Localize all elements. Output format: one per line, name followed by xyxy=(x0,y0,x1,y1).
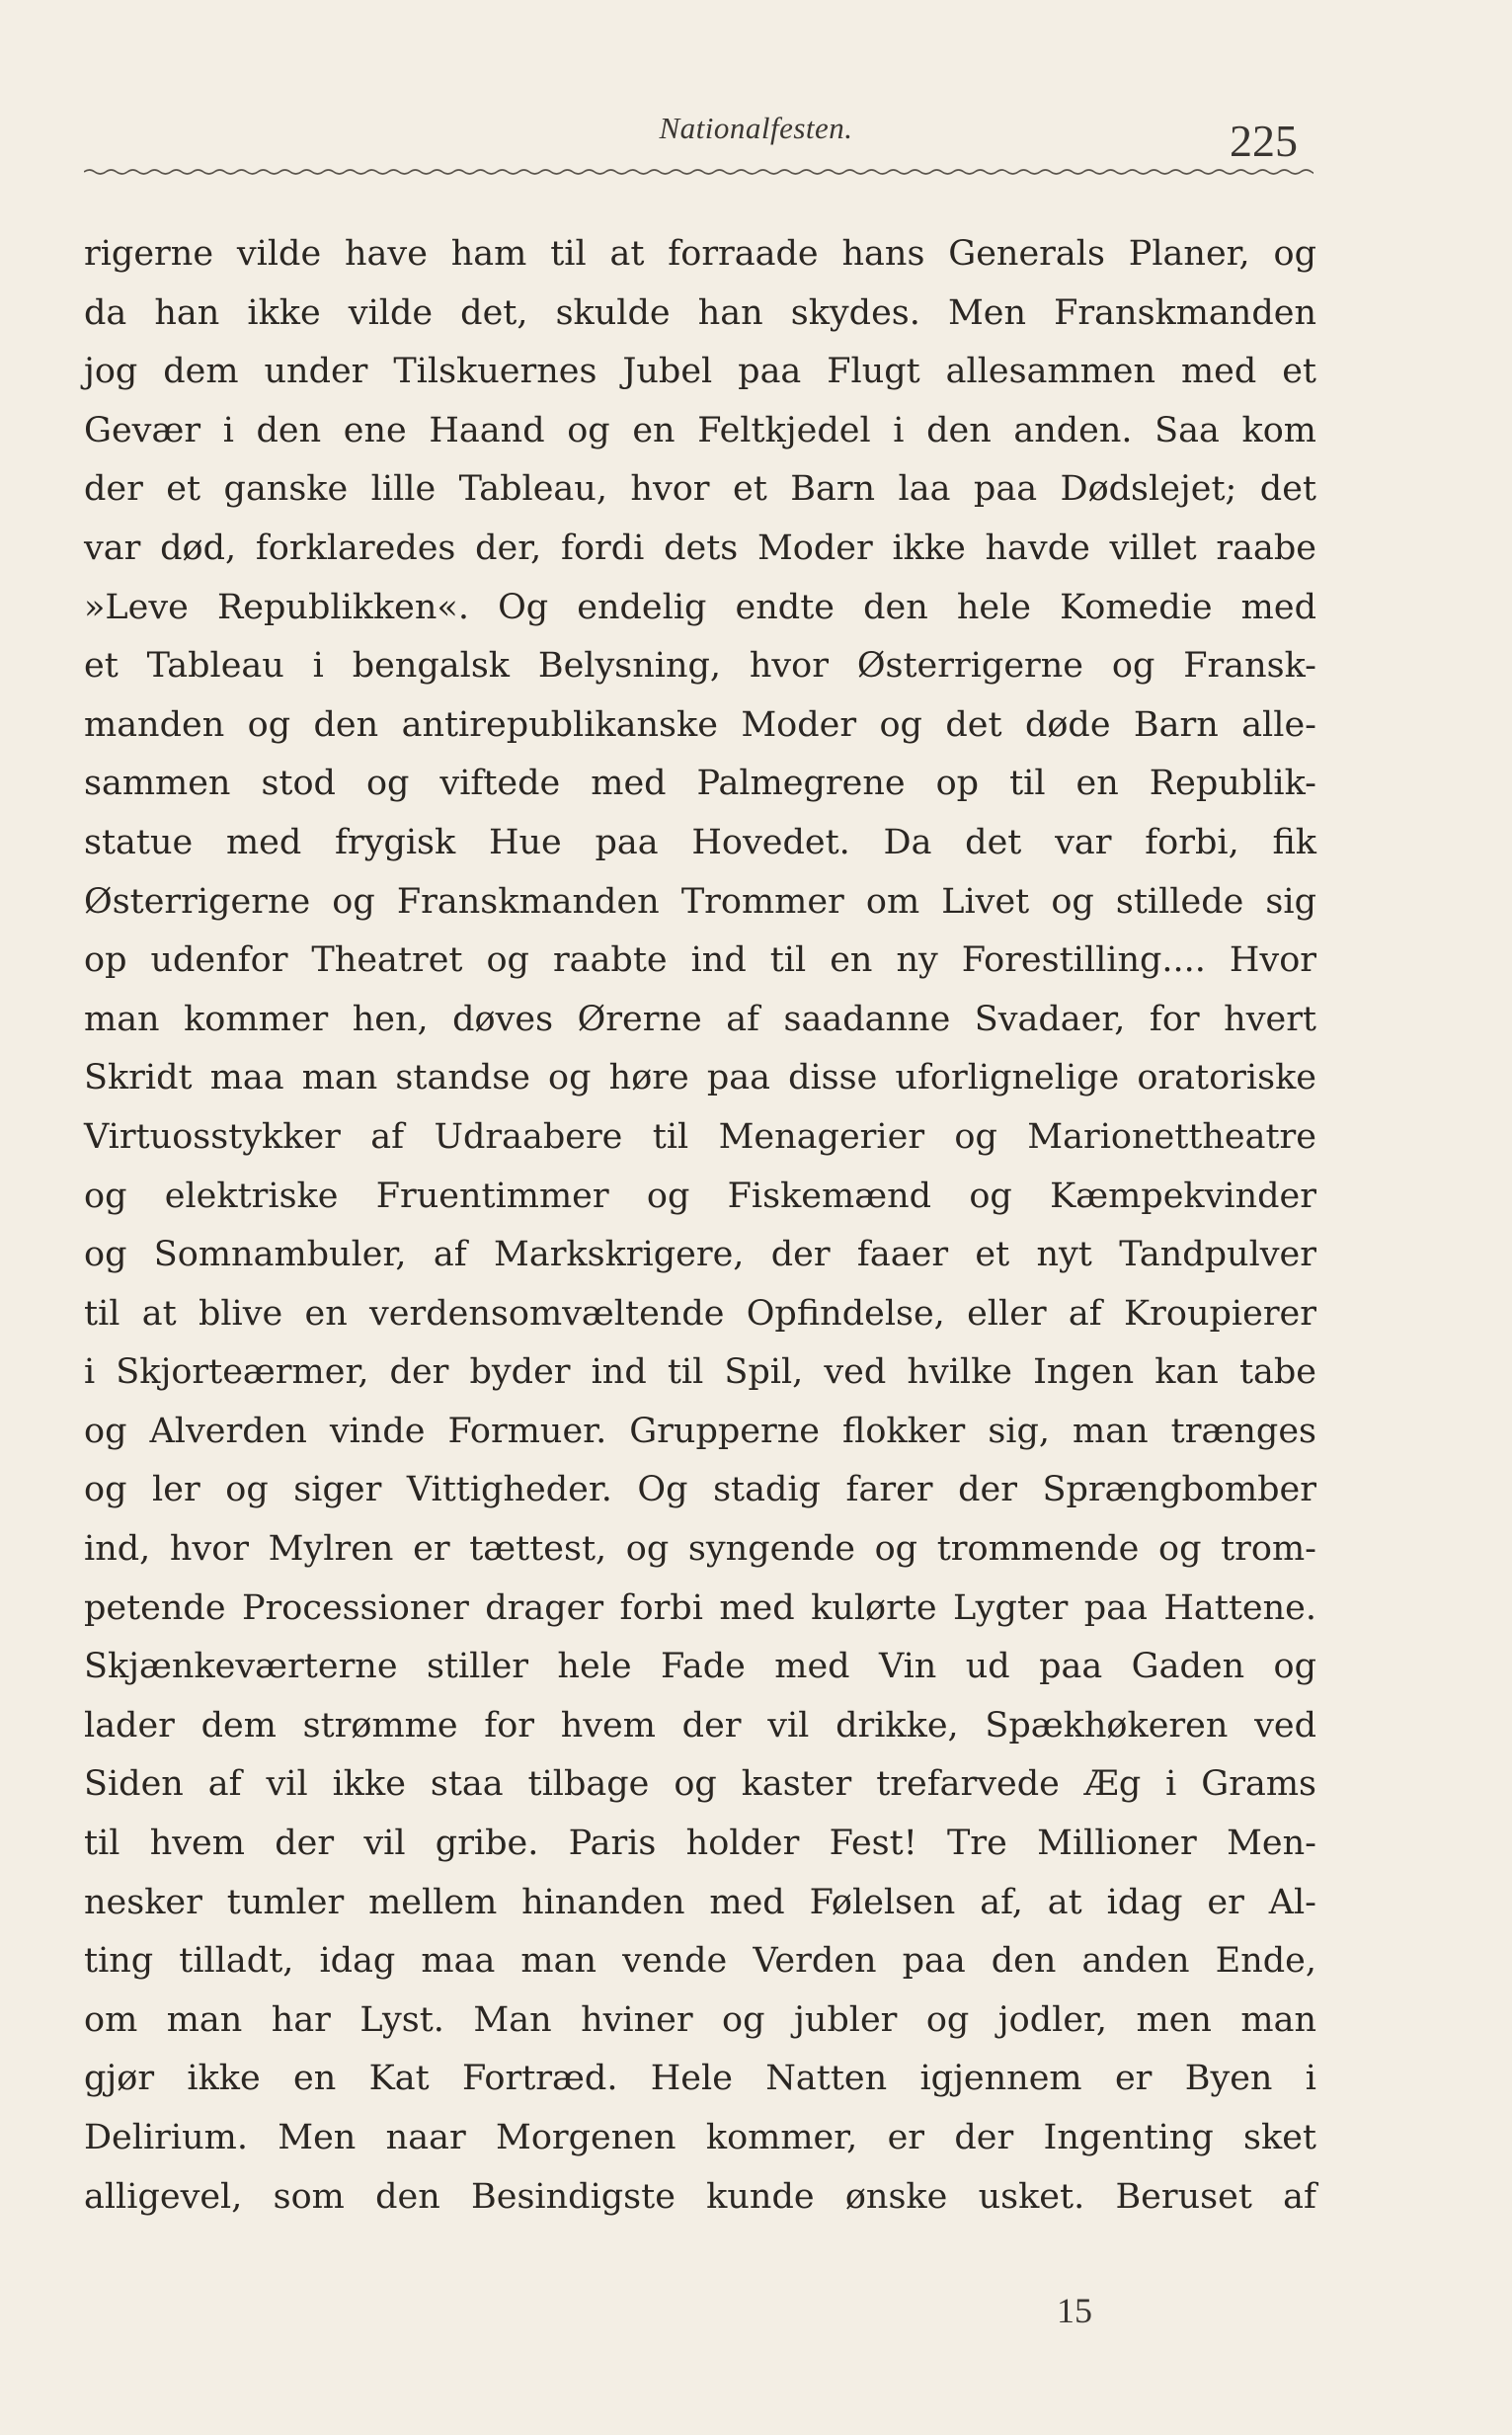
text-line: og ler og siger Vittigheder. Og stadig farer der Sprængbomber xyxy=(84,1470,1316,1510)
text-line: sammen stod og viftede med Palmegrene op til en Republik- xyxy=(84,764,1316,804)
text-line: Siden af vil ikke staa tilbage og kaster trefarvede Æg i Grams xyxy=(84,1764,1316,1805)
text-line: Østerrigerne og Franskmanden Trommer om Livet og stillede sig xyxy=(84,881,1316,922)
text-line: Skjænkeværterne stiller hele Fade med Vin ud paa Gaden og xyxy=(84,1647,1316,1687)
text-line: Delirium. Men naar Morgenen kommer, er der Ingenting sket xyxy=(84,2118,1316,2157)
wavy-rule-ornament xyxy=(84,164,1313,180)
text-line: ind, hvor Mylren er tættest, og syngende og trommende og trom- xyxy=(84,1529,1316,1570)
text-line: om man har Lyst. Man hviner og jubler og jodler, men man xyxy=(84,1999,1316,2040)
text-line: nesker tumler mellem hinanden med Følelsen af, at idag er Al- xyxy=(84,1882,1316,1922)
text-line: et Tableau i bengalsk Belysning, hvor Østerrigerne og Fransk- xyxy=(84,646,1316,687)
body-text xyxy=(84,225,1316,2227)
text-line: Skridt maa man standse og høre paa disse uforlignelige oratoriske xyxy=(84,1058,1316,1098)
text-line: statue med frygisk Hue paa Hovedet. Da det var forbi, fik xyxy=(84,822,1316,862)
text-line: Gevær i den ene Haand og en Feltkjedel i den anden. Saa kom xyxy=(84,410,1316,450)
text-line: alligevel, som den Besindigste kunde ønske usket. Beruset af xyxy=(84,2176,1316,2217)
page-number: 225 xyxy=(1230,116,1298,166)
text-line: man kommer hen, døves Ørerne af saadanne Svadaer, for hvert xyxy=(84,999,1316,1039)
text-line: rigerne vilde have ham til at forraade hans Generals Planer, og xyxy=(84,234,1316,274)
text-line: manden og den antirepublikanske Moder og det døde Barn alle- xyxy=(84,704,1316,745)
text-line: til at blive en verdensomvæltende Opfindelse, eller af Kroupierer xyxy=(84,1293,1316,1334)
text-line: og Somnambuler, af Markskrigere, der faaer et nyt Tandpulver xyxy=(84,1235,1316,1275)
text-line: der et ganske lille Tableau, hvor et Barn laa paa Dødslejet; det xyxy=(84,469,1316,510)
text-line: »Leve Republikken«. Og endelig endte den hele Komedie med xyxy=(84,587,1316,627)
text-line: jog dem under Tilskuernes Jubel paa Flugt allesammen med et xyxy=(84,352,1316,392)
text-line: og Alverden vinde Formuer. Grupperne flokker sig, man trænges xyxy=(84,1411,1316,1451)
text-line: til hvem der vil gribe. Paris holder Fest! Tre Millioner Men- xyxy=(84,1824,1316,1864)
signature-mark: 15 xyxy=(1057,2291,1092,2330)
text-line: petende Processioner drager forbi med kulørte Lygter paa Hattene. xyxy=(84,1587,1316,1628)
text-line: da han ikke vilde det, skulde han skydes. Men Franskmanden xyxy=(84,292,1316,333)
text-line: og elektriske Fruentimmer og Fiskemænd og Kæmpekvinder xyxy=(84,1176,1316,1216)
text-line: var død, forklaredes der, fordi dets Moder ikke havde villet raabe xyxy=(84,528,1316,568)
text-line: ting tilladt, idag maa man vende Verden paa den anden Ende, xyxy=(84,1941,1316,1982)
text-line: lader dem strømme for hvem der vil drikke, Spækhøkeren ved xyxy=(84,1705,1316,1745)
text-line: Virtuosstykker af Udraabere til Menagerier og Marionettheatre xyxy=(84,1116,1316,1157)
text-line: i Skjorteærmer, der byder ind til Spil, ved hvilke Ingen kan tabe xyxy=(84,1352,1316,1393)
text-line: gjør ikke en Kat Fortræd. Hele Natten igjennem er Byen i xyxy=(84,2059,1316,2099)
running-title: Nationalfesten. xyxy=(659,111,853,145)
text-line: op udenfor Theatret og raabte ind til en ny Forestilling.... Hvor xyxy=(84,940,1316,981)
